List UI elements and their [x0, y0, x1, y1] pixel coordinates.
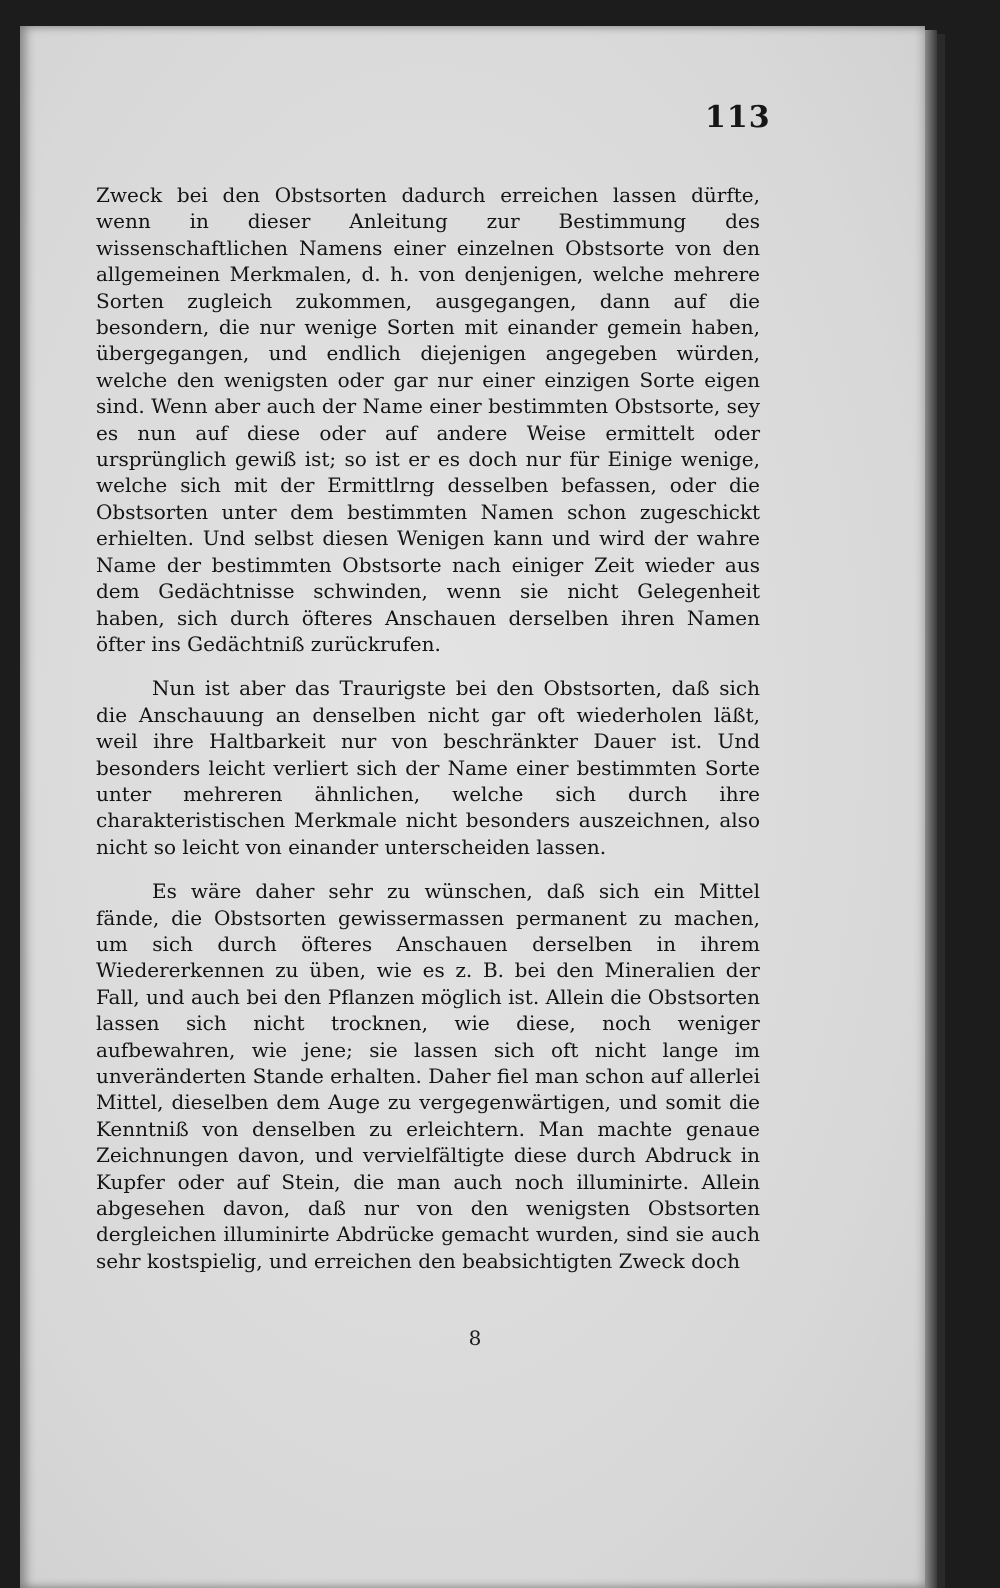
paragraph-1: Zweck bei den Obstsorten dadurch erreichen lassen dürfte, wenn in dieser Anleitung zur Bestimmung des wissenschaftlichen Namens einer einzelnen Obstsorte von den allgemeinen Merkmalen, d. h. von denjenigen, welche mehrere Sorten zugleich zukommen, ausgegangen, dann auf die besondern, die nur wenige Sorten mit einander gemein haben, übergegangen, und endlich diejenigen angegeben würden, welche den wenigsten oder gar nur einer einzigen Sorte eigen sind. Wenn aber auch der Name einer bestimmten Obstsorte, sey es nun auf diese oder auf andere Weise ermittelt oder ursprünglich gewiß ist; so ist er es doch nur für Einige wenige, welche sich mit der Ermittlrng desselben befassen, oder die Obstsorten unter dem bestimmten Namen schon zugeschickt erhielten. Und selbst diesen Wenigen kann und wird der wahre Name der bestimmten Obstsorte nach einiger Zeit wieder aus dem Gedächtnisse schwinden, wenn sie nicht Gelegenheit haben, sich durch öfteres Anschauen derselben ihren Namen öfter ins Gedächtniß zurückrufen.: [96, 183, 760, 656]
paragraph-2: Nun ist aber das Traurigste bei den Obstsorten, daß sich die Anschauung an denselben nicht gar oft wiederholen läßt, weil ihre Haltbarkeit nur von beschränkter Dauer ist. Und besonders leicht verliert sich der Name einer bestimmten Sorte unter mehreren ähnlichen, welche sich durch ihre charakteristischen Merkmale nicht besonders auszeichnen, also nicht so leicht von einander unterscheiden lassen.: [96, 676, 760, 859]
paragraph-gap: [96, 860, 760, 878]
body-text: [96, 182, 760, 1274]
book-cover-edge: [937, 34, 945, 1588]
page-number: 113: [705, 100, 771, 135]
paragraph-gap: [96, 657, 760, 675]
signature-mark: 8: [468, 1326, 482, 1350]
page-edge: [925, 30, 937, 1588]
paragraph-3: Es wäre daher sehr zu wünschen, daß sich ein Mittel fände, die Obstsorten gewissermassen permanent zu machen, um sich durch öfteres Anschauen derselben in ihrem Wiedererkennen zu üben, wie es z. B. bei den Mineralien der Fall, und auch bei den Pflanzen möglich ist. Allein die Obstsorten lassen sich nicht trocknen, wie diese, noch weniger aufbewahren, wie jene; sie lassen sich oft nicht lange im unveränderten Stande erhalten. Daher fiel man schon auf allerlei Mittel, dieselben dem Auge zu vergegenwärtigen, und somit die Kenntniß von denselben zu erleichtern. Man machte genaue Zeichnungen davon, und vervielfältigte diese durch Abdruck in Kupfer oder auf Stein, die man auch noch illuminirte. Allein abgesehen davon, daß nur von den wenigsten Obstsorten dergleichen illuminirte Abdrücke gemacht wurden, sind sie auch sehr kostspielig, und erreichen den beabsichtigten Zweck doch: [96, 879, 760, 1273]
